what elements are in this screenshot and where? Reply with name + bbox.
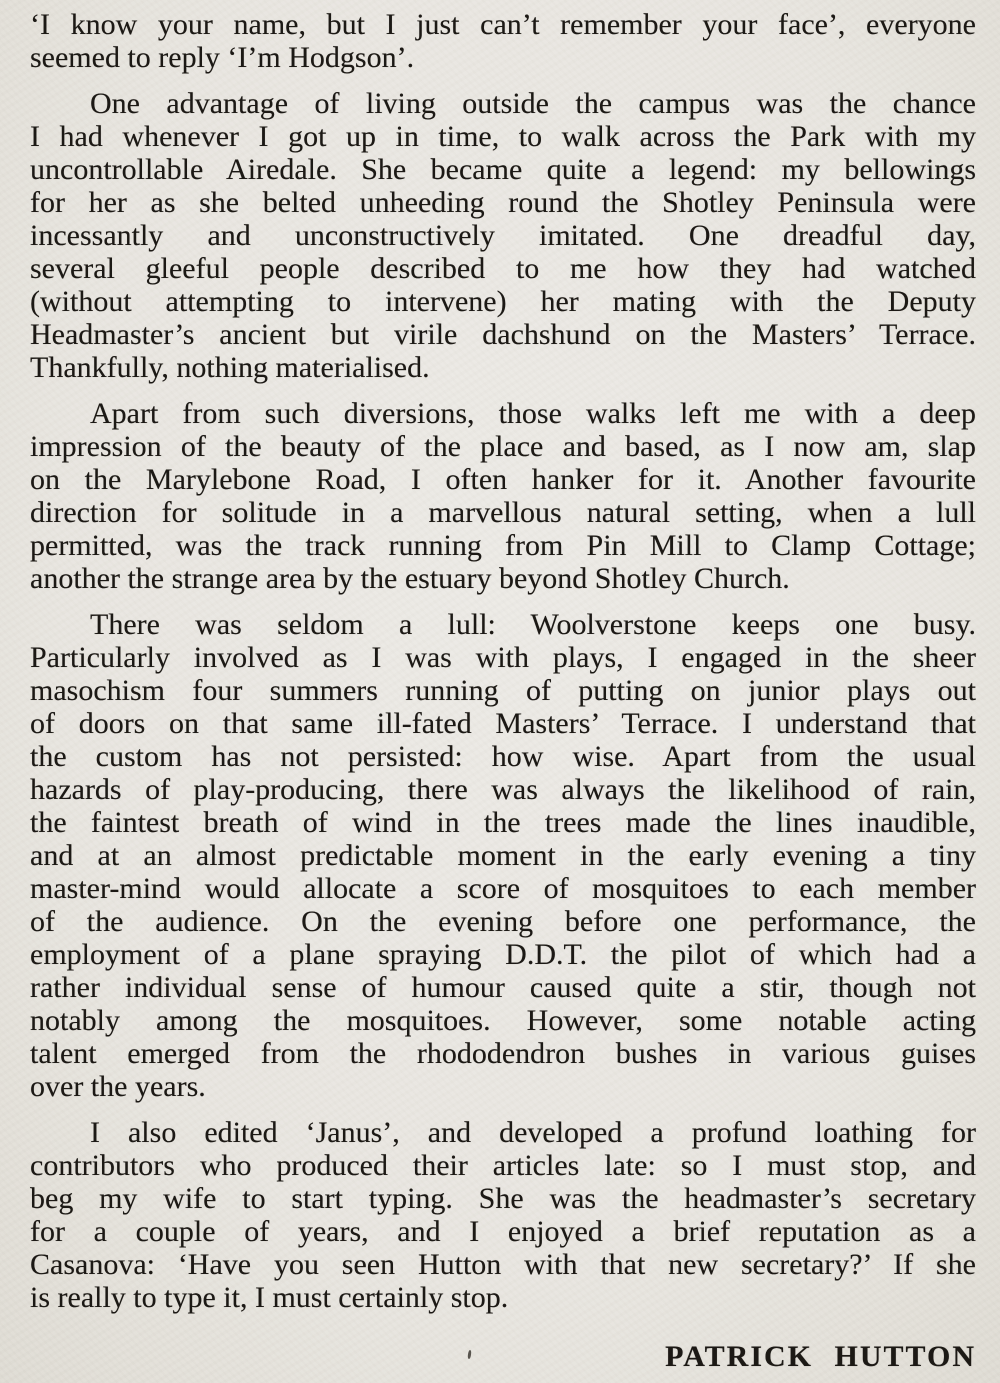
text-line: for a couple of years, and I enjoyed a brief reputation as a [30,1215,976,1248]
text-line: of doors on that same ill-fated Masters’ Terrace. I understand that [30,707,976,740]
text-line: on the Marylebone Road, I often hanker for it. Another favourite [30,463,976,496]
paragraph [30,8,976,74]
text-line: the faintest breath of wind in the trees made the lines inaudible, [30,806,976,839]
text-line: Headmaster’s ancient but virile dachshund on the Masters’ Terrace. [30,318,976,351]
text-line: contributors who produced their articles late: so I must stop, and [30,1149,976,1182]
text-line: Apart from such diversions, those walks left me with a deep [90,397,976,430]
text-line: over the years. [30,1070,206,1103]
text-line: There was seldom a lull: Woolverstone keeps one busy. [90,608,976,641]
paragraph [30,608,976,1103]
article-body [30,8,976,1314]
text-line: talent emerged from the rhododendron bushes in various guises [30,1037,976,1070]
text-line: ‘I know your name, but I just can’t remember your face’, everyone [30,8,976,41]
text-line: for her as she belted unheeding round the Shotley Peninsula were [30,186,976,219]
text-line: rather individual sense of humour caused quite a stir, though not [30,971,976,1004]
text-line: direction for solitude in a marvellous natural setting, when a lull [30,496,976,529]
text-line: Casanova: ‘Have you seen Hutton with that new secretary?’ If she [30,1248,976,1281]
text-line: masochism four summers running of putting on junior plays out [30,674,976,707]
text-line: One advantage of living outside the campus was the chance [90,87,976,120]
text-line: notably among the mosquitoes. However, some notable acting [30,1004,976,1037]
text-line: (without attempting to intervene) her mating with the Deputy [30,285,976,318]
text-line: another the strange area by the estuary beyond Shotley Church. [30,562,790,595]
text-line: the custom has not persisted: how wise. Apart from the usual [30,740,976,773]
text-line: I also edited ‘Janus’, and developed a profund loathing for [90,1116,976,1149]
text-line: incessantly and unconstructively imitated. One dreadful day, [30,219,976,252]
text-line: I had whenever I got up in time, to walk across the Park with my [30,120,976,153]
author-signature: PATRICK HUTTON [665,1340,976,1373]
text-line: is really to type it, I must certainly stop. [30,1281,509,1314]
text-line: impression of the beauty of the place and based, as I now am, slap [30,430,976,463]
text-line: master-mind would allocate a score of mosquitoes to each member [30,872,976,905]
paragraph [30,87,976,384]
text-line: Thankfully, nothing materialised. [30,351,430,384]
text-line: seemed to reply ‘I’m Hodgson’. [30,41,415,74]
text-line: hazards of play-producing, there was always the likelihood of rain, [30,773,976,806]
text-line: several gleeful people described to me how they had watched [30,252,976,285]
text-line: permitted, was the track running from Pin Mill to Clamp Cottage; [30,529,976,562]
text-line: beg my wife to start typing. She was the headmaster’s secretary [30,1182,976,1215]
text-line: Particularly involved as I was with plays, I engaged in the sheer [30,641,976,674]
text-line: of the audience. On the evening before one performance, the [30,905,976,938]
text-line: and at an almost predictable moment in the early evening a tiny [30,839,976,872]
text-line: uncontrollable Airedale. She became quite a legend: my bellowings [30,153,976,186]
paragraph [30,1116,976,1314]
paragraph [30,397,976,595]
text-line: employment of a plane spraying D.D.T. the pilot of which had a [30,938,976,971]
